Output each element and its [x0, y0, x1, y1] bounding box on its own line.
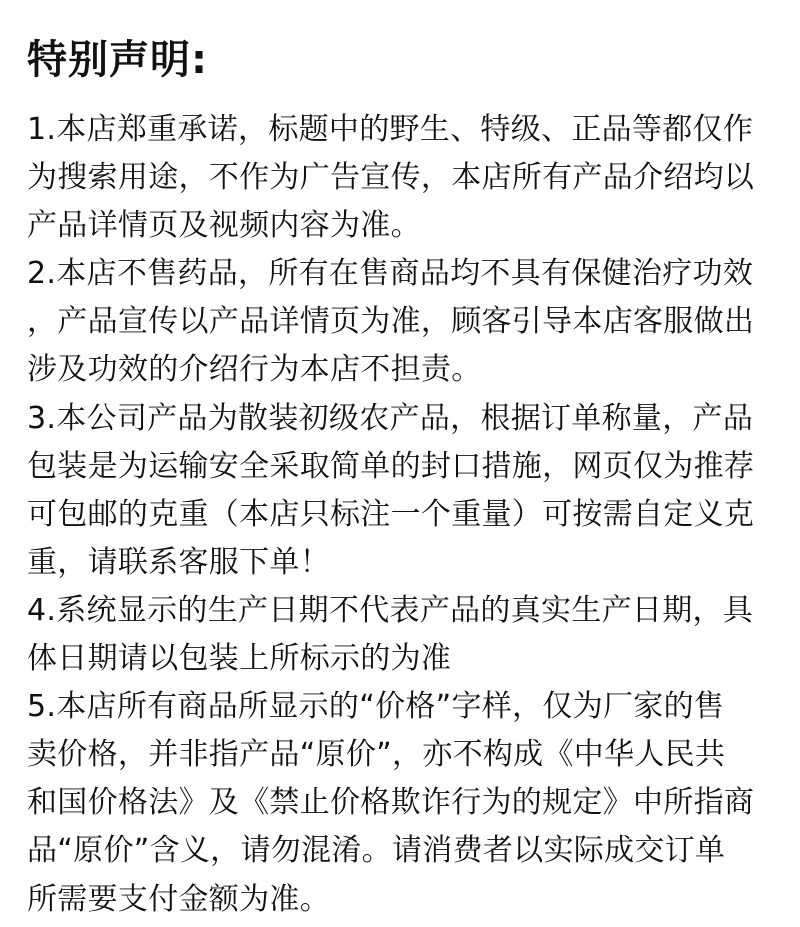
notice-line: 和国价格法》及《禁止价格欺诈行为的规定》中所指商	[27, 785, 755, 821]
notice-line: 5.本店所有商品所显示的“价格”字样，仅为厂家的售	[27, 689, 725, 725]
notice-line: 可包邮的克重（本店只标注一个重量）可按需自定义克	[27, 496, 755, 532]
notice-line: 体日期请以包装上所标示的为准	[27, 641, 452, 677]
notice-line: 所需要支付金额为准。	[27, 881, 330, 917]
notice-line: 涉及功效的介绍行为本店不担责。	[27, 352, 482, 388]
notice-line: 2.本店不售药品，所有在售商品均不具有保健治疗功效	[27, 256, 754, 292]
notice-title: 特别声明:	[27, 37, 208, 83]
notice-line: 1.本店郑重承诺，标题中的野生、特级、正品等都仅作	[27, 112, 754, 147]
notice-line: ，产品宣传以产品详情页为准，顾客引导本店客服做出	[27, 304, 755, 340]
notice-line: 3.本公司产品为散装初级农产品，根据订单称量，产品	[27, 400, 754, 436]
notice-body	[27, 106, 777, 924]
notice-line: 卖价格，并非指产品“原价”，亦不构成《中华人民共	[27, 737, 726, 773]
notice-line: 品“原价”含义，请勿混淆。请消费者以实际成交订单	[27, 833, 726, 869]
notice-line: 重，请联系客服下单！	[27, 544, 330, 580]
notice-line: 包装是为运输安全采取简单的封口措施，网页仅为推荐	[27, 448, 755, 484]
notice-line: 产品详情页及视频内容为准。	[27, 208, 421, 244]
notice-line: 为搜索用途，不作为广告宣传，本店所有产品介绍均以	[27, 160, 755, 196]
notice-line: 4.系统显示的生产日期不代表产品的真实生产日期，具	[27, 592, 754, 628]
